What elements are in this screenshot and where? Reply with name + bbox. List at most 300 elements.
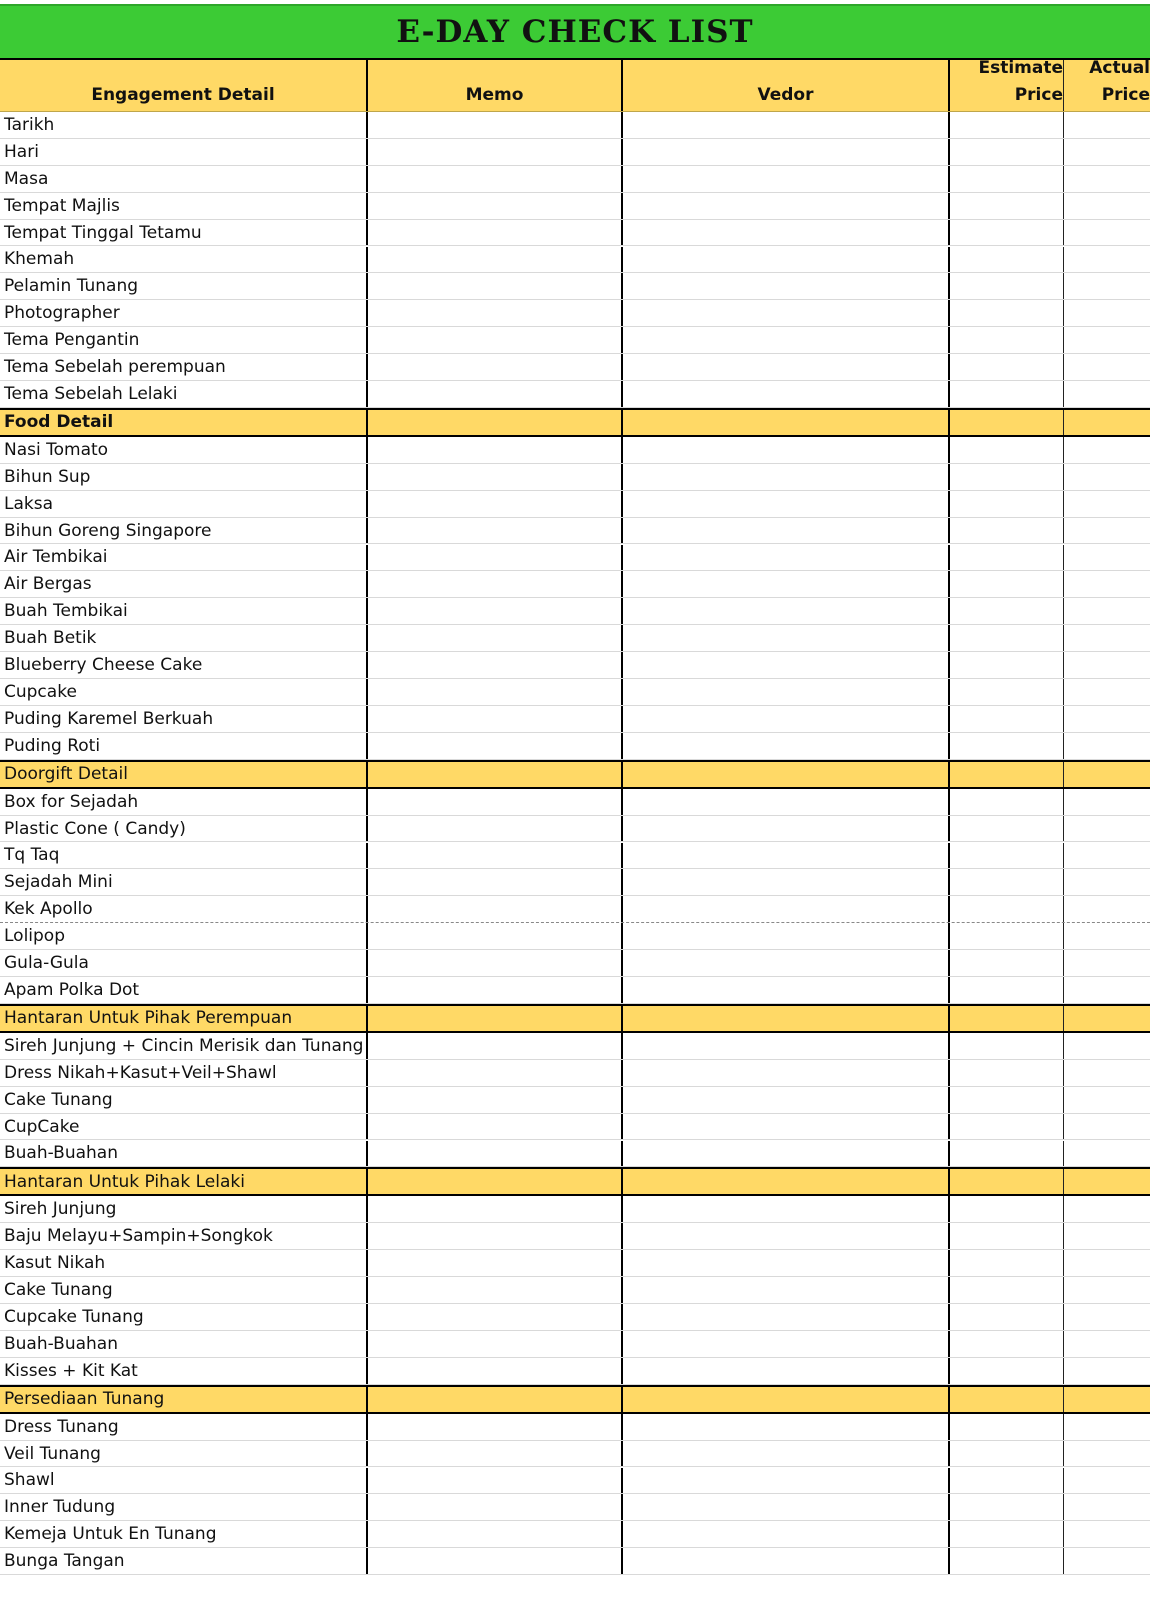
estimate-price-cell[interactable]	[950, 193, 1064, 219]
actual-price-cell[interactable]	[1064, 1141, 1150, 1167]
memo-cell[interactable]	[368, 410, 623, 435]
estimate-price-cell[interactable]	[950, 1006, 1064, 1031]
memo-cell[interactable]	[368, 354, 623, 380]
detail-cell[interactable]: Air Tembikai	[0, 545, 368, 571]
detail-cell[interactable]: Bihun Sup	[0, 464, 368, 490]
detail-cell[interactable]: Baju Melayu+Sampin+Songkok	[0, 1223, 368, 1249]
actual-price-cell[interactable]	[1064, 437, 1150, 463]
vendor-cell[interactable]	[623, 437, 950, 463]
estimate-price-cell[interactable]	[950, 706, 1064, 732]
actual-price-cell[interactable]	[1064, 491, 1150, 517]
memo-cell[interactable]	[368, 1033, 623, 1059]
actual-price-cell[interactable]	[1064, 464, 1150, 490]
estimate-price-cell[interactable]	[950, 762, 1064, 787]
actual-price-cell[interactable]	[1064, 1331, 1150, 1357]
actual-price-cell[interactable]	[1064, 273, 1150, 299]
table-row	[0, 381, 1150, 408]
memo-cell[interactable]	[368, 1250, 623, 1276]
estimate-price-cell[interactable]	[950, 733, 1064, 759]
detail-cell[interactable]: Cupcake	[0, 679, 368, 705]
memo-cell[interactable]	[368, 706, 623, 732]
header-actual-price[interactable]	[1064, 60, 1150, 111]
estimate-price-cell[interactable]	[950, 139, 1064, 165]
estimate-price-cell[interactable]	[950, 923, 1064, 949]
memo-cell[interactable]	[368, 464, 623, 490]
detail-cell[interactable]: Cupcake Tunang	[0, 1304, 368, 1330]
estimate-price-cell[interactable]	[950, 625, 1064, 651]
estimate-price-cell[interactable]	[950, 1521, 1064, 1547]
actual-price-cell[interactable]	[1064, 816, 1150, 842]
memo-cell[interactable]	[368, 491, 623, 517]
detail-cell[interactable]: Buah Tembikai	[0, 598, 368, 624]
detail-cell[interactable]: Lolipop	[0, 923, 368, 949]
vendor-cell[interactable]	[623, 1006, 950, 1031]
actual-price-cell[interactable]	[1064, 1521, 1150, 1547]
detail-cell[interactable]: Nasi Tomato	[0, 437, 368, 463]
vendor-cell[interactable]	[623, 1387, 950, 1412]
table-row	[0, 1223, 1150, 1250]
vendor-cell[interactable]	[623, 652, 950, 678]
table-row	[0, 1304, 1150, 1331]
estimate-price-cell[interactable]	[950, 789, 1064, 815]
table-row	[0, 327, 1150, 354]
vendor-cell[interactable]	[623, 491, 950, 517]
vendor-cell[interactable]	[623, 545, 950, 571]
table-row	[0, 1494, 1150, 1521]
detail-cell[interactable]: Air Bergas	[0, 571, 368, 597]
actual-price-cell[interactable]	[1064, 247, 1150, 273]
vendor-cell[interactable]	[623, 112, 950, 138]
vendor-cell[interactable]	[623, 1358, 950, 1384]
actual-price-cell[interactable]	[1064, 1250, 1150, 1276]
estimate-price-cell[interactable]	[950, 381, 1064, 407]
vendor-cell[interactable]	[623, 843, 950, 869]
estimate-price-cell[interactable]	[950, 1141, 1064, 1167]
detail-cell[interactable]: Sireh Junjung	[0, 1196, 368, 1222]
actual-price-cell[interactable]	[1064, 1006, 1150, 1031]
header-memo[interactable]: Memo	[368, 60, 623, 111]
memo-cell[interactable]	[368, 112, 623, 138]
detail-cell[interactable]: Dress Tunang	[0, 1414, 368, 1440]
table-row	[0, 112, 1150, 139]
actual-price-cell[interactable]	[1064, 1387, 1150, 1412]
vendor-cell[interactable]	[623, 1033, 950, 1059]
vendor-cell[interactable]	[623, 1250, 950, 1276]
detail-cell[interactable]: Tempat Tinggal Tetamu	[0, 220, 368, 246]
vendor-cell[interactable]	[623, 247, 950, 273]
estimate-price-cell[interactable]	[950, 1060, 1064, 1086]
vendor-cell[interactable]	[623, 1521, 950, 1547]
memo-cell[interactable]	[368, 1521, 623, 1547]
actual-price-cell[interactable]	[1064, 1304, 1150, 1330]
vendor-cell[interactable]	[623, 733, 950, 759]
vendor-cell[interactable]	[623, 220, 950, 246]
detail-cell[interactable]: Dress Nikah+Kasut+Veil+Shawl	[0, 1060, 368, 1086]
actual-price-cell[interactable]	[1064, 977, 1150, 1003]
memo-cell[interactable]	[368, 247, 623, 273]
actual-price-cell[interactable]	[1064, 1414, 1150, 1440]
memo-cell[interactable]	[368, 193, 623, 219]
table-row	[0, 464, 1150, 491]
section-label[interactable]: Hantaran Untuk Pihak Lelaki	[0, 1169, 368, 1194]
table-row	[0, 843, 1150, 870]
table-row	[0, 1331, 1150, 1358]
memo-cell[interactable]	[368, 300, 623, 326]
memo-cell[interactable]	[368, 762, 623, 787]
actual-price-cell[interactable]	[1064, 1033, 1150, 1059]
vendor-cell[interactable]	[623, 923, 950, 949]
table-row	[0, 354, 1150, 381]
detail-cell[interactable]: Laksa	[0, 491, 368, 517]
vendor-cell[interactable]	[623, 679, 950, 705]
estimate-price-cell[interactable]	[950, 571, 1064, 597]
memo-cell[interactable]	[368, 1141, 623, 1167]
vendor-cell[interactable]	[623, 354, 950, 380]
memo-cell[interactable]	[368, 1441, 623, 1467]
detail-cell[interactable]: Kek Apollo	[0, 896, 368, 922]
detail-cell[interactable]: Puding Roti	[0, 733, 368, 759]
table-row	[0, 166, 1150, 193]
detail-cell[interactable]: Puding Karemel Berkuah	[0, 706, 368, 732]
table-row	[0, 1414, 1150, 1441]
memo-cell[interactable]	[368, 166, 623, 192]
memo-cell[interactable]	[368, 1494, 623, 1520]
actual-price-cell[interactable]	[1064, 706, 1150, 732]
estimate-price-cell[interactable]	[950, 843, 1064, 869]
detail-cell[interactable]: Tq Taq	[0, 843, 368, 869]
estimate-price-cell[interactable]	[950, 545, 1064, 571]
vendor-cell[interactable]	[623, 1304, 950, 1330]
detail-cell[interactable]: Tema Sebelah perempuan	[0, 354, 368, 380]
header-engagement-detail[interactable]: Engagement Detail	[0, 60, 368, 111]
vendor-cell[interactable]	[623, 1414, 950, 1440]
detail-cell[interactable]: Buah-Buahan	[0, 1331, 368, 1357]
vendor-cell[interactable]	[623, 1196, 950, 1222]
actual-price-cell[interactable]	[1064, 112, 1150, 138]
memo-cell[interactable]	[368, 139, 623, 165]
vendor-cell[interactable]	[623, 1060, 950, 1086]
actual-price-cell[interactable]	[1064, 518, 1150, 544]
memo-cell[interactable]	[368, 1223, 623, 1249]
memo-cell[interactable]	[368, 1548, 623, 1574]
vendor-cell[interactable]	[623, 518, 950, 544]
detail-cell[interactable]: Cake Tunang	[0, 1087, 368, 1113]
estimate-price-cell[interactable]	[950, 166, 1064, 192]
vendor-cell[interactable]	[623, 896, 950, 922]
actual-price-cell[interactable]	[1064, 896, 1150, 922]
vendor-cell[interactable]	[623, 1223, 950, 1249]
estimate-price-cell[interactable]	[950, 896, 1064, 922]
detail-cell[interactable]: Sireh Junjung + Cincin Merisik dan Tunang	[0, 1033, 368, 1059]
memo-cell[interactable]	[368, 381, 623, 407]
actual-price-cell[interactable]	[1064, 1548, 1150, 1574]
estimate-price-cell[interactable]	[950, 652, 1064, 678]
detail-cell[interactable]: Shawl	[0, 1468, 368, 1494]
estimate-price-cell[interactable]	[950, 1331, 1064, 1357]
estimate-price-cell[interactable]	[950, 869, 1064, 895]
actual-price-cell[interactable]	[1064, 220, 1150, 246]
memo-cell[interactable]	[368, 220, 623, 246]
estimate-price-cell[interactable]	[950, 1196, 1064, 1222]
estimate-price-cell[interactable]	[950, 1223, 1064, 1249]
table-row	[0, 789, 1150, 816]
detail-cell[interactable]: Kisses + Kit Kat	[0, 1358, 368, 1384]
estimate-price-cell[interactable]	[950, 354, 1064, 380]
estimate-price-cell[interactable]	[950, 220, 1064, 246]
memo-cell[interactable]	[368, 1468, 623, 1494]
estimate-price-cell[interactable]	[950, 464, 1064, 490]
detail-cell[interactable]: Box for Sejadah	[0, 789, 368, 815]
vendor-cell[interactable]	[623, 816, 950, 842]
actual-price-cell[interactable]	[1064, 652, 1150, 678]
actual-price-cell[interactable]	[1064, 923, 1150, 949]
estimate-price-cell[interactable]	[950, 598, 1064, 624]
detail-cell[interactable]: Tema Pengantin	[0, 327, 368, 353]
memo-cell[interactable]	[368, 789, 623, 815]
memo-cell[interactable]	[368, 518, 623, 544]
memo-cell[interactable]	[368, 896, 623, 922]
actual-price-cell[interactable]	[1064, 1087, 1150, 1113]
detail-cell[interactable]: Bunga Tangan	[0, 1548, 368, 1574]
vendor-cell[interactable]	[623, 1087, 950, 1113]
actual-price-cell[interactable]	[1064, 762, 1150, 787]
actual-price-cell[interactable]	[1064, 733, 1150, 759]
estimate-price-cell[interactable]	[950, 410, 1064, 435]
estimate-price-cell[interactable]	[950, 1494, 1064, 1520]
estimate-price-cell[interactable]	[950, 1087, 1064, 1113]
vendor-cell[interactable]	[623, 193, 950, 219]
vendor-cell[interactable]	[623, 1114, 950, 1140]
vendor-cell[interactable]	[623, 950, 950, 976]
actual-price-cell[interactable]	[1064, 300, 1150, 326]
vendor-cell[interactable]	[623, 625, 950, 651]
detail-cell[interactable]: Gula-Gula	[0, 950, 368, 976]
estimate-price-cell[interactable]	[950, 1468, 1064, 1494]
actual-price-cell[interactable]	[1064, 410, 1150, 435]
vendor-cell[interactable]	[623, 869, 950, 895]
detail-cell[interactable]: Tema Sebelah Lelaki	[0, 381, 368, 407]
vendor-cell[interactable]	[623, 1548, 950, 1574]
actual-price-cell[interactable]	[1064, 1468, 1150, 1494]
actual-price-cell[interactable]	[1064, 1494, 1150, 1520]
memo-cell[interactable]	[368, 1114, 623, 1140]
estimate-price-cell[interactable]	[950, 816, 1064, 842]
memo-cell[interactable]	[368, 1304, 623, 1330]
vendor-cell[interactable]	[623, 327, 950, 353]
vendor-cell[interactable]	[623, 1331, 950, 1357]
memo-cell[interactable]	[368, 1277, 623, 1303]
estimate-price-cell[interactable]	[950, 327, 1064, 353]
header-estimate-price[interactable]	[950, 60, 1064, 111]
actual-price-cell[interactable]	[1064, 1358, 1150, 1384]
memo-cell[interactable]	[368, 733, 623, 759]
memo-cell[interactable]	[368, 843, 623, 869]
detail-cell[interactable]: CupCake	[0, 1114, 368, 1140]
title-bar	[0, 4, 1150, 60]
vendor-cell[interactable]	[623, 1468, 950, 1494]
memo-cell[interactable]	[368, 869, 623, 895]
detail-cell[interactable]: Plastic Cone ( Candy)	[0, 816, 368, 842]
estimate-price-cell[interactable]	[950, 518, 1064, 544]
detail-cell[interactable]: Masa	[0, 166, 368, 192]
section-label[interactable]: Persediaan Tunang	[0, 1387, 368, 1412]
estimate-price-cell[interactable]	[950, 1169, 1064, 1194]
vendor-cell[interactable]	[623, 598, 950, 624]
memo-cell[interactable]	[368, 1387, 623, 1412]
vendor-cell[interactable]	[623, 977, 950, 1003]
estimate-price-cell[interactable]	[950, 1358, 1064, 1384]
actual-price-cell[interactable]	[1064, 1060, 1150, 1086]
memo-cell[interactable]	[368, 1087, 623, 1113]
header-vendor[interactable]: Vedor	[623, 60, 950, 111]
detail-cell[interactable]: Blueberry Cheese Cake	[0, 652, 368, 678]
actual-price-cell[interactable]	[1064, 1441, 1150, 1467]
memo-cell[interactable]	[368, 923, 623, 949]
actual-price-cell[interactable]	[1064, 1114, 1150, 1140]
actual-price-cell[interactable]	[1064, 789, 1150, 815]
memo-cell[interactable]	[368, 679, 623, 705]
detail-cell[interactable]: Veil Tunang	[0, 1441, 368, 1467]
vendor-cell[interactable]	[623, 410, 950, 435]
vendor-cell[interactable]	[623, 139, 950, 165]
actual-price-cell[interactable]	[1064, 193, 1150, 219]
estimate-price-cell[interactable]	[950, 247, 1064, 273]
table-row	[0, 977, 1150, 1004]
memo-cell[interactable]	[368, 545, 623, 571]
memo-cell[interactable]	[368, 652, 623, 678]
actual-price-cell[interactable]	[1064, 139, 1150, 165]
estimate-price-cell[interactable]	[950, 1414, 1064, 1440]
memo-cell[interactable]	[368, 1414, 623, 1440]
section-label[interactable]: Food Detail	[0, 410, 368, 435]
actual-price-cell[interactable]	[1064, 571, 1150, 597]
section-label[interactable]: Hantaran Untuk Pihak Perempuan	[0, 1006, 368, 1031]
actual-price-cell[interactable]	[1064, 843, 1150, 869]
vendor-cell[interactable]	[623, 571, 950, 597]
detail-cell[interactable]: Bihun Goreng Singapore	[0, 518, 368, 544]
detail-cell[interactable]: Sejadah Mini	[0, 869, 368, 895]
actual-price-cell[interactable]	[1064, 679, 1150, 705]
vendor-cell[interactable]	[623, 1441, 950, 1467]
vendor-cell[interactable]	[623, 381, 950, 407]
estimate-price-cell[interactable]	[950, 273, 1064, 299]
table-row	[0, 733, 1150, 760]
section-label[interactable]: Doorgift Detail	[0, 762, 368, 787]
detail-cell[interactable]: Buah Betik	[0, 625, 368, 651]
header-estimate-line2: Price	[1014, 85, 1063, 105]
actual-price-cell[interactable]	[1064, 598, 1150, 624]
actual-price-cell[interactable]	[1064, 1169, 1150, 1194]
actual-price-cell[interactable]	[1064, 354, 1150, 380]
estimate-price-cell[interactable]	[950, 1441, 1064, 1467]
table-row	[0, 1250, 1150, 1277]
table-row	[0, 1060, 1150, 1087]
detail-cell[interactable]: Kasut Nikah	[0, 1250, 368, 1276]
detail-cell[interactable]: Pelamin Tunang	[0, 273, 368, 299]
estimate-price-cell[interactable]	[950, 491, 1064, 517]
estimate-price-cell[interactable]	[950, 1250, 1064, 1276]
detail-cell[interactable]: Hari	[0, 139, 368, 165]
vendor-cell[interactable]	[623, 1494, 950, 1520]
detail-cell[interactable]: Photographer	[0, 300, 368, 326]
actual-price-cell[interactable]	[1064, 950, 1150, 976]
memo-cell[interactable]	[368, 571, 623, 597]
estimate-price-cell[interactable]	[950, 437, 1064, 463]
memo-cell[interactable]	[368, 977, 623, 1003]
memo-cell[interactable]	[368, 437, 623, 463]
table-row	[0, 1141, 1150, 1168]
table-row	[0, 273, 1150, 300]
estimate-price-cell[interactable]	[950, 950, 1064, 976]
memo-cell[interactable]	[368, 1358, 623, 1384]
memo-cell[interactable]	[368, 950, 623, 976]
detail-cell[interactable]: Apam Polka Dot	[0, 977, 368, 1003]
vendor-cell[interactable]	[623, 464, 950, 490]
memo-cell[interactable]	[368, 598, 623, 624]
actual-price-cell[interactable]	[1064, 625, 1150, 651]
vendor-cell[interactable]	[623, 1169, 950, 1194]
actual-price-cell[interactable]	[1064, 166, 1150, 192]
detail-cell[interactable]: Buah-Buahan	[0, 1141, 368, 1167]
estimate-price-cell[interactable]	[950, 1033, 1064, 1059]
memo-cell[interactable]	[368, 625, 623, 651]
vendor-cell[interactable]	[623, 300, 950, 326]
vendor-cell[interactable]	[623, 1141, 950, 1167]
memo-cell[interactable]	[368, 1196, 623, 1222]
table-row	[0, 652, 1150, 679]
actual-price-cell[interactable]	[1064, 1277, 1150, 1303]
memo-cell[interactable]	[368, 1006, 623, 1031]
actual-price-cell[interactable]	[1064, 545, 1150, 571]
vendor-cell[interactable]	[623, 762, 950, 787]
actual-price-cell[interactable]	[1064, 327, 1150, 353]
detail-cell[interactable]: Tarikh	[0, 112, 368, 138]
estimate-price-cell[interactable]	[950, 1304, 1064, 1330]
estimate-price-cell[interactable]	[950, 1277, 1064, 1303]
table-row	[0, 923, 1150, 950]
memo-cell[interactable]	[368, 1331, 623, 1357]
actual-price-cell[interactable]	[1064, 1196, 1150, 1222]
memo-cell[interactable]	[368, 273, 623, 299]
memo-cell[interactable]	[368, 1169, 623, 1194]
actual-price-cell[interactable]	[1064, 381, 1150, 407]
estimate-price-cell[interactable]	[950, 977, 1064, 1003]
vendor-cell[interactable]	[623, 789, 950, 815]
table-row	[0, 1521, 1150, 1548]
vendor-cell[interactable]	[623, 273, 950, 299]
detail-cell[interactable]: Tempat Majlis	[0, 193, 368, 219]
estimate-price-cell[interactable]	[950, 679, 1064, 705]
estimate-price-cell[interactable]	[950, 1114, 1064, 1140]
detail-cell[interactable]: Cake Tunang	[0, 1277, 368, 1303]
estimate-price-cell[interactable]	[950, 112, 1064, 138]
vendor-cell[interactable]	[623, 166, 950, 192]
detail-cell[interactable]: Khemah	[0, 247, 368, 273]
vendor-cell[interactable]	[623, 706, 950, 732]
table-row	[0, 598, 1150, 625]
estimate-price-cell[interactable]	[950, 300, 1064, 326]
actual-price-cell[interactable]	[1064, 869, 1150, 895]
detail-cell[interactable]: Kemeja Untuk En Tunang	[0, 1521, 368, 1547]
memo-cell[interactable]	[368, 1060, 623, 1086]
estimate-price-cell[interactable]	[950, 1387, 1064, 1412]
actual-price-cell[interactable]	[1064, 1223, 1150, 1249]
memo-cell[interactable]	[368, 816, 623, 842]
estimate-price-cell[interactable]	[950, 1548, 1064, 1574]
memo-cell[interactable]	[368, 327, 623, 353]
detail-cell[interactable]: Inner Tudung	[0, 1494, 368, 1520]
vendor-cell[interactable]	[623, 1277, 950, 1303]
